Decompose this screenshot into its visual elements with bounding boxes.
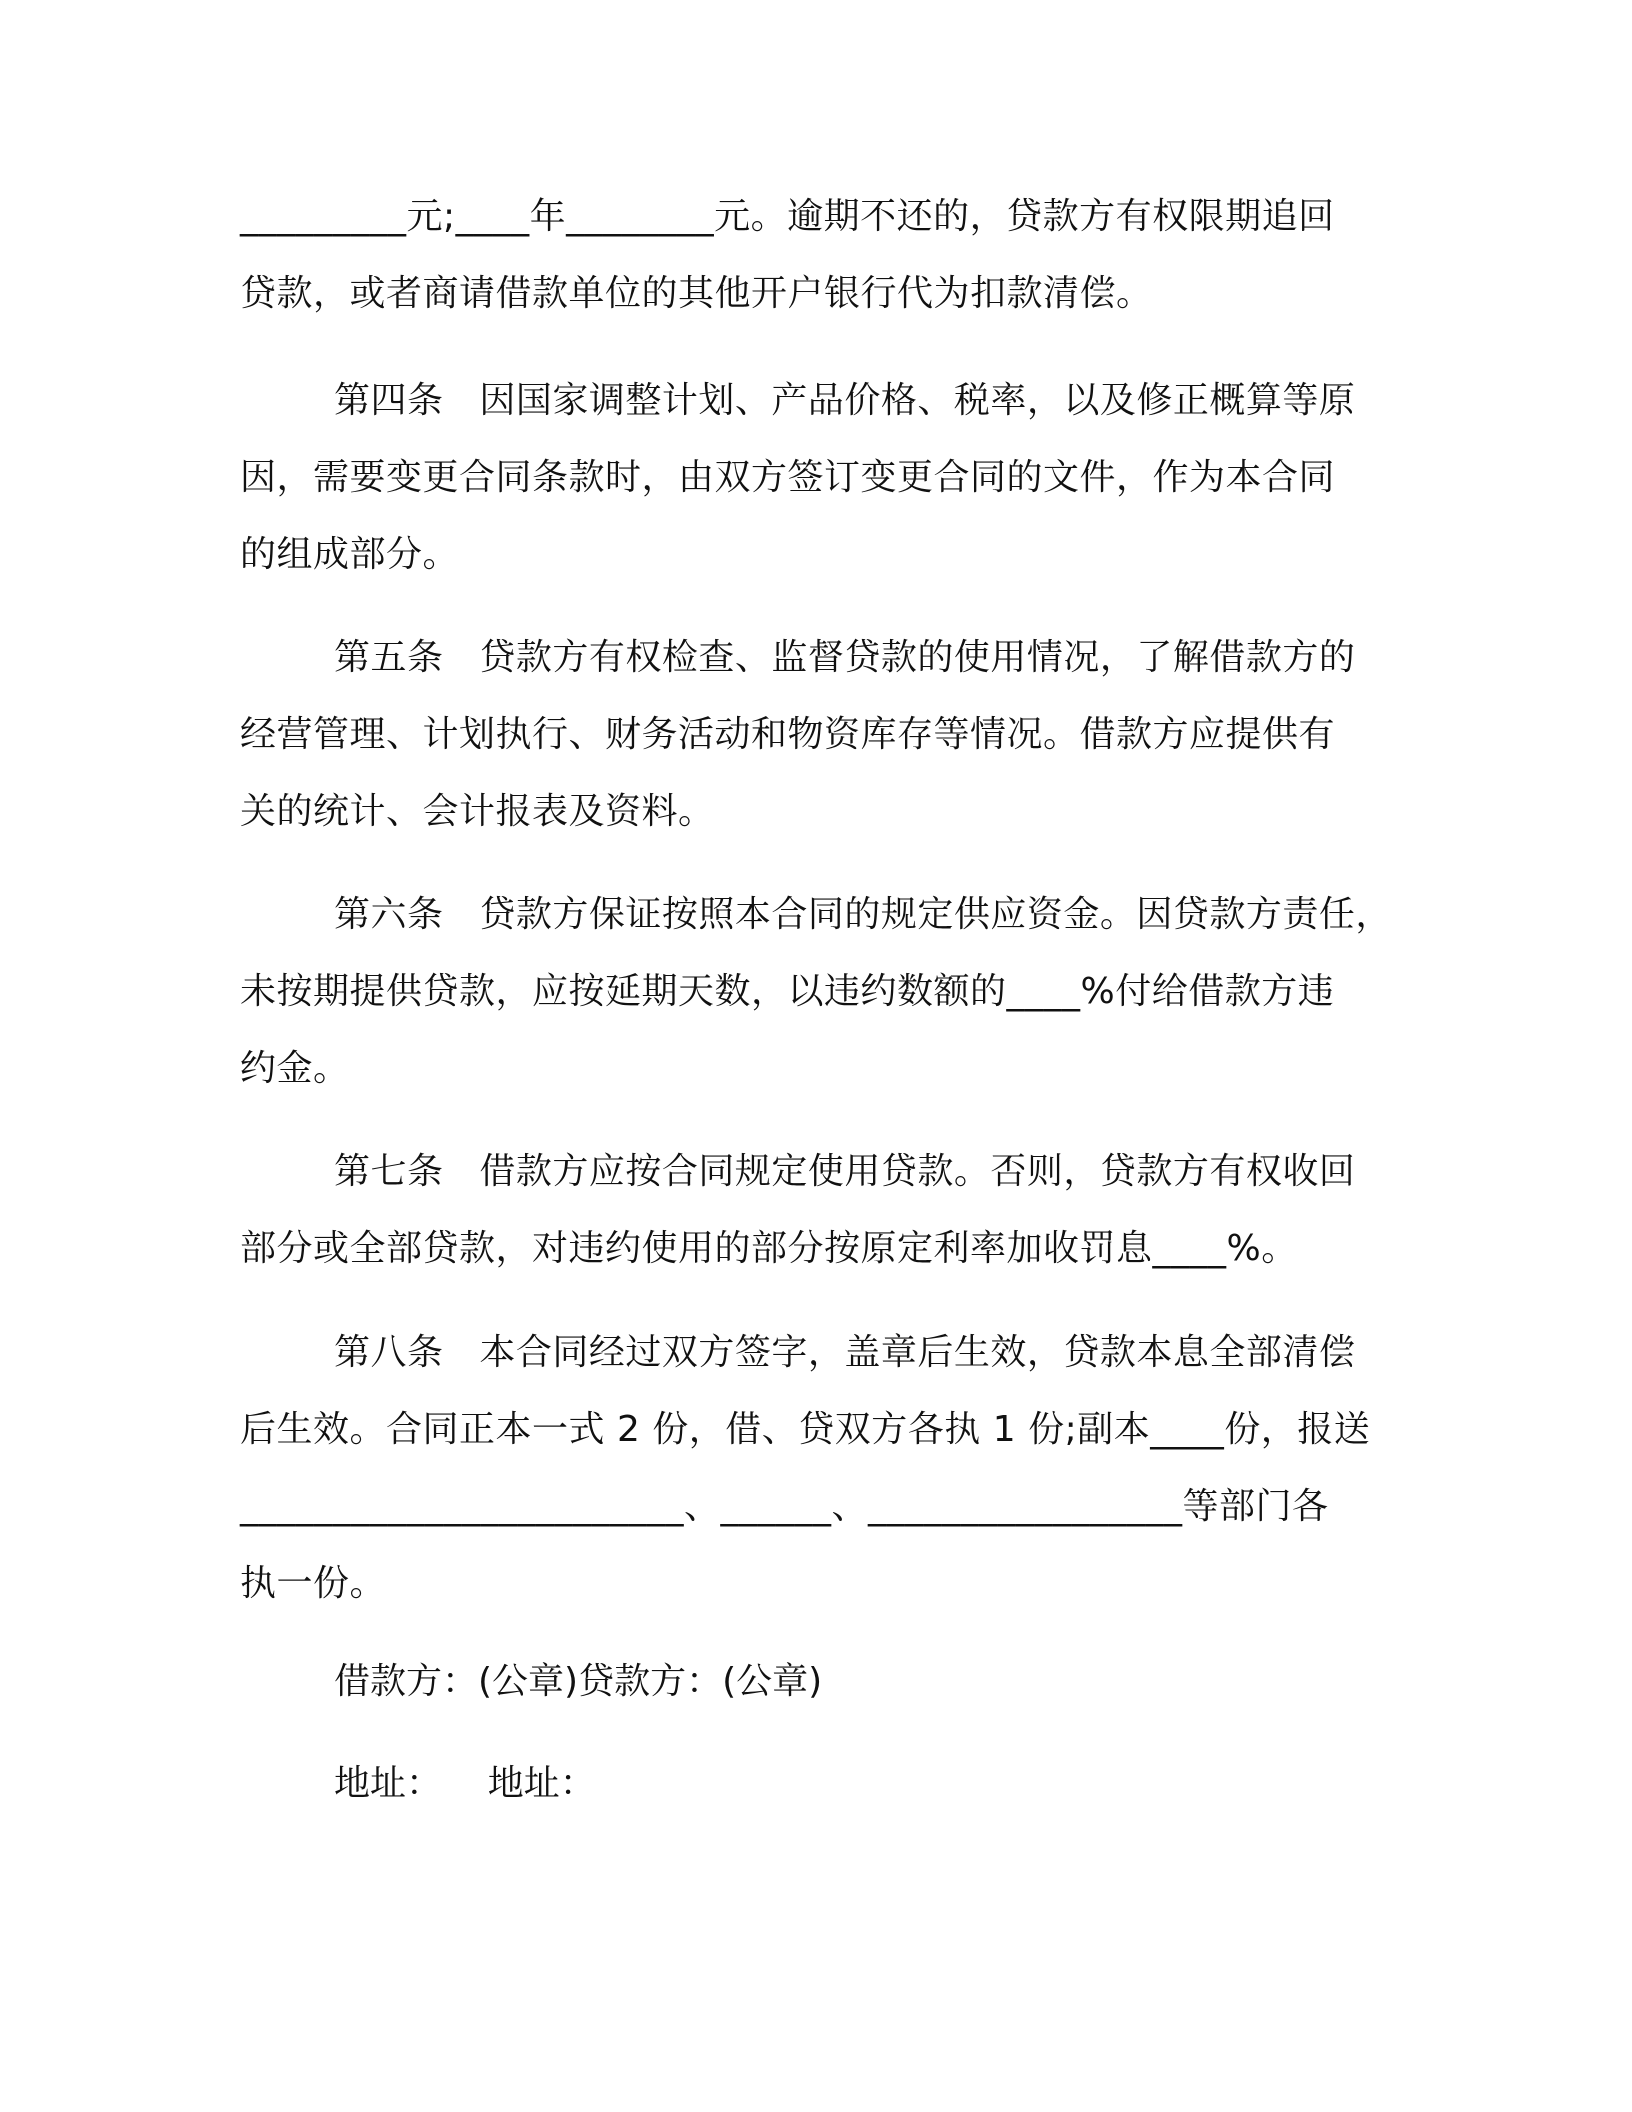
clause-label: 第八条 — [334, 1332, 444, 1373]
text-line: ________________________、______、_________________等部门各 — [240, 1486, 1329, 1527]
clause-3-continuation — [240, 178, 1390, 332]
clause-label: 第七条 — [334, 1151, 444, 1192]
text-line: 约金。 — [240, 1048, 350, 1089]
clause-8-first-line — [240, 1314, 1390, 1391]
text-line: 本合同经过双方签字，盖章后生效，贷款本息全部清偿 — [479, 1332, 1356, 1373]
clause-label: 第五条 — [334, 637, 444, 678]
clause-6 — [240, 876, 1390, 1107]
text-line: 关的统计、会计报表及资料。 — [240, 791, 715, 832]
text-line: 未按期提供贷款，应按延期天数，以违约数额的____%付给借款方违 — [240, 971, 1335, 1012]
text-line: 的组成部分。 — [240, 534, 460, 575]
text-line: 借款方应按合同规定使用贷款。否则，贷款方有权收回 — [479, 1151, 1356, 1192]
signature-seal-line: 借款方：(公章)贷款方：(公章) — [334, 1661, 823, 1702]
clause-8 — [240, 1314, 1390, 1622]
clause-6-first-line — [240, 876, 1390, 953]
clause-label: 第四条 — [334, 380, 444, 421]
clause-4-first-line — [240, 362, 1390, 439]
clause-label: 第六条 — [334, 894, 444, 935]
text-line: 贷款方保证按照本合同的规定供应资金。因贷款方责任， — [479, 894, 1392, 935]
text-line: 贷款，或者商请借款单位的其他开户银行代为扣款清偿。 — [240, 273, 1153, 314]
text-line: 部分或全部贷款，对违约使用的部分按原定利率加收罚息____%。 — [240, 1228, 1298, 1269]
clause-5 — [240, 619, 1390, 850]
text-line: 后生效。合同正本一式 2 份，借、贷双方各执 1 份;副本____份，报送 — [240, 1409, 1371, 1450]
clause-7 — [240, 1133, 1390, 1287]
text-line: 因国家调整计划、产品价格、税率，以及修正概算等原 — [479, 380, 1356, 421]
text-line: 执一份。 — [240, 1563, 387, 1604]
clause-4 — [240, 362, 1390, 593]
text-line: 因，需要变更合同条款时，由双方签订变更合同的文件，作为本合同 — [240, 457, 1336, 498]
signature-address-line: 地址： 地址： — [334, 1763, 596, 1804]
text-line: _________元;____年________元。逾期不还的，贷款方有权限期追回 — [240, 196, 1335, 237]
clause-5-first-line — [240, 619, 1390, 696]
text-line: 贷款方有权检查、监督贷款的使用情况，了解借款方的 — [479, 637, 1356, 678]
text-line: 经营管理、计划执行、财务活动和物资库存等情况。借款方应提供有 — [240, 714, 1336, 755]
clause-7-first-line — [240, 1133, 1390, 1210]
